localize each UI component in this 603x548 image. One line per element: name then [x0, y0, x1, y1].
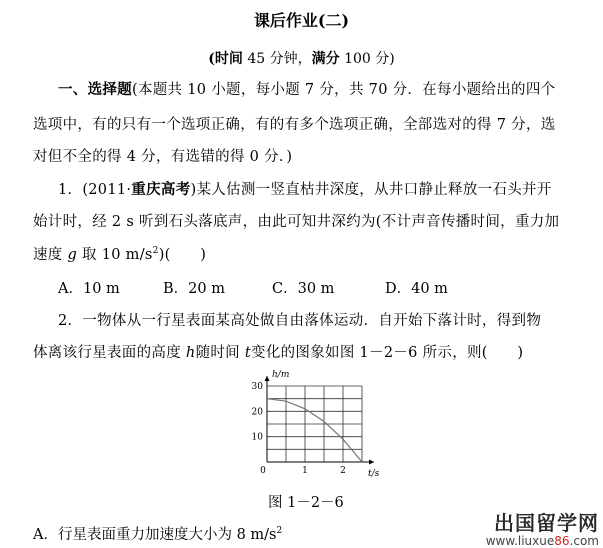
- q1-option-c: C．30 m: [272, 281, 335, 297]
- q2-line2: [33, 341, 523, 362]
- q1-option-b: B．20 m: [163, 281, 225, 297]
- watermark-url-a: www.liuxue: [485, 534, 555, 548]
- q1-prefix: 1．(2011·: [58, 182, 132, 198]
- time-label: 时间: [214, 51, 243, 67]
- watermark-url-b: 86: [554, 534, 570, 548]
- y-axis-label: h/m: [272, 370, 290, 380]
- figure-caption: 图 1－2－6: [268, 495, 344, 511]
- height-time-graph: [245, 365, 395, 487]
- q1-source: 重庆高考: [131, 181, 191, 198]
- q1-line3: [33, 243, 206, 264]
- q1-g-symbol: g: [67, 247, 78, 263]
- q1-line3-c: )( ): [158, 247, 207, 263]
- score-label: 满分: [311, 51, 340, 67]
- q2-line2-a: 体离该行星表面的高度: [33, 345, 186, 361]
- score-value: 100 分): [339, 51, 395, 67]
- q1-line3-b: 取 10 m/s: [77, 247, 153, 263]
- q2-option-a: [33, 523, 282, 544]
- y-tick-label: 20: [251, 407, 263, 418]
- height-curve: [267, 399, 362, 462]
- watermark-brand: 出国留学网: [494, 511, 599, 535]
- q2-line1: 2．一物体从一行星表面某高处做自由落体运动．自开始下落计时，得到物: [58, 313, 542, 329]
- q1-line3-sup: 2: [152, 246, 159, 257]
- q1-line2: 始计时，经 2 s 听到石头落底声，由此可知井深约为(不计声音传播时间，重力加: [33, 214, 560, 230]
- q2-line2-b: 随时间: [195, 345, 245, 361]
- page-title: 课后作业(二): [253, 11, 350, 30]
- q1-line1-rest: )某人估测一竖直枯井深度，从井口静止释放一石头并开: [190, 182, 552, 198]
- x-axis-label: t/s: [368, 469, 380, 479]
- q2-option-a-sup: 2: [276, 526, 283, 537]
- watermark: [486, 507, 599, 548]
- section1-line1: [58, 78, 555, 99]
- q1-line1: [58, 178, 552, 199]
- origin-label: 0: [260, 466, 266, 476]
- x-axis-arrow: [369, 460, 374, 465]
- watermark-url-c: .com: [569, 534, 599, 548]
- section1-intro-line1: (本题共 10 小题，每小题 7 分，共 70 分．在每小题给出的四个: [132, 82, 556, 98]
- y-tick-label: 10: [251, 432, 263, 443]
- q2-line2-c: 变化的图象如图 1－2－6 所示，则( ): [251, 345, 524, 361]
- q1-line3-a: 速度: [33, 247, 68, 263]
- y-tick-label: 30: [251, 382, 263, 392]
- q2-option-a-text: A．行星表面重力加速度大小为 8 m/s: [33, 527, 277, 543]
- section1-intro-line2: 选项中，有的只有一个选项正确，有的有多个选项正确，全部选对的得 7 分，选: [33, 117, 556, 133]
- q2-t-symbol: t: [244, 345, 252, 361]
- graph-grid: [267, 386, 362, 462]
- x-tick-label: 1: [302, 466, 308, 476]
- time-value: 45 分钟，: [242, 51, 312, 67]
- q1-option-d: D．40 m: [385, 281, 448, 297]
- time-open: (: [208, 51, 215, 67]
- x-tick-label: 2: [340, 466, 346, 476]
- y-axis-arrow: [265, 376, 270, 381]
- watermark-url: [486, 534, 599, 548]
- q2-h-symbol: h: [185, 345, 196, 361]
- time-limit: [0, 48, 603, 68]
- section1-heading: 一、选择题: [58, 81, 132, 98]
- graph-axes: [265, 376, 375, 465]
- section1-intro-line3: 对但不全的得 4 分，有选错的得 0 分．): [33, 149, 293, 165]
- q1-option-a: A．10 m: [58, 281, 120, 297]
